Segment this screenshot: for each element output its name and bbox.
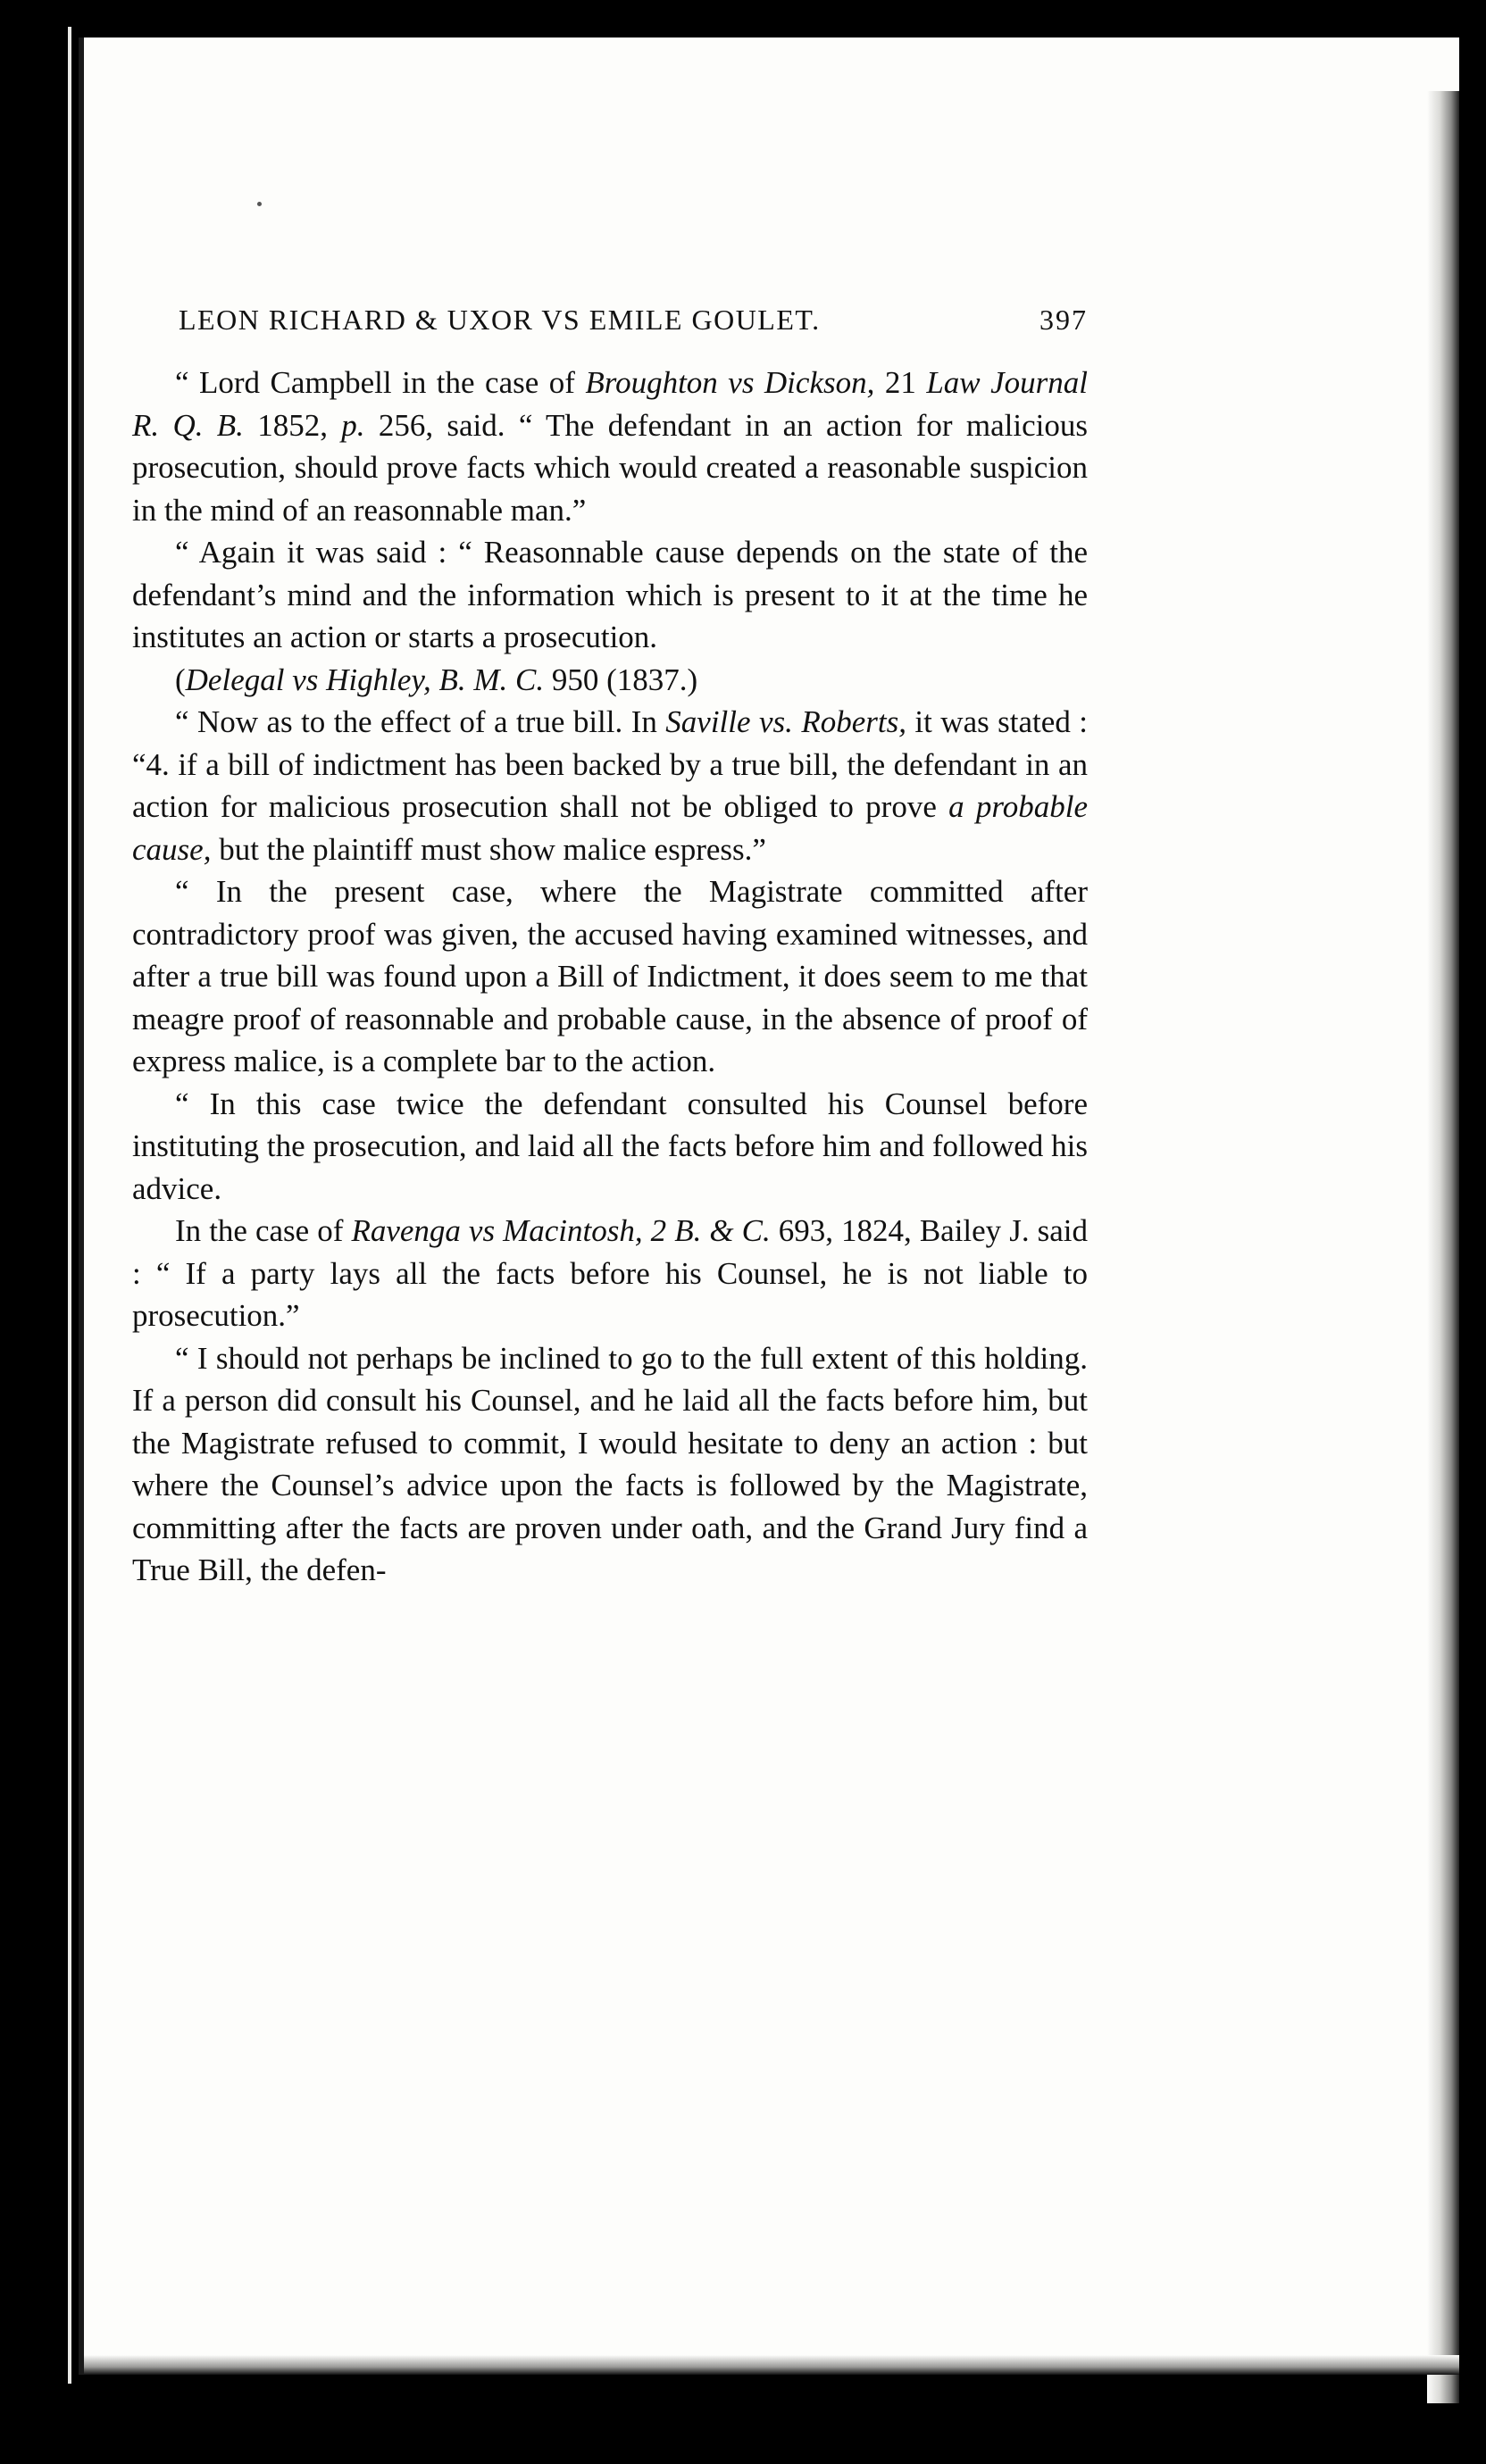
running-header bbox=[179, 304, 1088, 337]
text-segment: 1852, bbox=[243, 407, 342, 443]
text-segment: 256, said. “ The defendant in an action for malicious prosecution, should prove facts which would created a reasonable suspicion in the mind of an reasonnable man.” bbox=[132, 407, 1088, 528]
text-segment: “ Lord Campbell in the case of bbox=[175, 365, 586, 400]
text-segment: 950 (1837.) bbox=[544, 662, 698, 697]
case-citation: p. bbox=[341, 407, 365, 443]
paragraph bbox=[132, 870, 1088, 1083]
text-segment: but the plaintiff must show malice espress.” bbox=[211, 831, 766, 867]
text-segment: In the case of bbox=[175, 1213, 352, 1248]
text-segment: 21 bbox=[874, 365, 927, 400]
paragraph bbox=[132, 659, 1088, 702]
case-citation: Law Journal R. Q. B. bbox=[132, 365, 1088, 443]
case-citation: Broughton vs Dickson, bbox=[585, 365, 875, 400]
page-number: 397 bbox=[1039, 304, 1088, 336]
page-bottom-shadow bbox=[84, 2355, 1459, 2375]
binding-gutter bbox=[68, 27, 71, 2384]
paragraph bbox=[132, 1210, 1088, 1337]
paragraph bbox=[132, 1337, 1088, 1592]
running-title: LEON RICHARD & UXOR VS EMILE GOULET. bbox=[179, 304, 821, 336]
text-segment: “ Now as to the effect of a true bill. In bbox=[175, 704, 666, 739]
paragraph bbox=[132, 1083, 1088, 1211]
text-segment: “ In this case twice the defendant consulted his Counsel before instituting the prosecution, and laid all the facts before him and followed his advice. bbox=[132, 1086, 1088, 1206]
emphasis: a probable cause, bbox=[132, 789, 1088, 867]
text-segment: 693, 1824, Bailey J. said : “ If a party lays all the facts before his Counsel, he is not liable to prosecution.” bbox=[132, 1213, 1089, 1333]
text-segment: “ Again it was said : “ Reasonnable cause depends on the state of the defendant’s mind and the information which is present to it at the time he institutes an action or starts a prosecution. bbox=[132, 535, 1088, 654]
case-citation: Delegal vs Highley, B. M. C. bbox=[185, 662, 545, 697]
page-text bbox=[132, 304, 1088, 1592]
case-citation: Ravenga vs Macintosh, 2 B. & C. bbox=[351, 1213, 771, 1248]
text-segment: ( bbox=[175, 662, 186, 697]
paper-speck bbox=[257, 202, 262, 206]
text-segment: “ In the present case, where the Magistrate committed after contradictory proof was given, the accused having examined witnesses, and after a true bill was found upon a Bill of Indictment, it does seem to me that meagre proof of reasonnable and probable cause, in the absence of proof of express malice, is a complete bar to the action. bbox=[132, 874, 1088, 1078]
case-citation: Saville vs. Roberts, bbox=[665, 704, 906, 739]
text-segment: “ I should not perhaps be inclined to go to the full extent of this holding. If a person did consult his Counsel, and he laid all the facts before him, but the Magistrate refused to commit, I would hesitate to deny an action : but where the Counsel’s advice upon the facts is followed by the Magistrate, committing after the facts are proven under oath, and the Grand Jury find a True Bill, the defen- bbox=[132, 1340, 1088, 1587]
page-edge-shadow bbox=[1427, 91, 1459, 2403]
text-segment: it was stated : “4. if a bill of indictment has been backed by a true bill, the defendant in an action for malicious prosecution shall not be obliged to prove bbox=[132, 704, 1088, 824]
paragraph bbox=[132, 531, 1088, 659]
paragraph bbox=[132, 362, 1088, 531]
paragraph bbox=[132, 701, 1088, 870]
